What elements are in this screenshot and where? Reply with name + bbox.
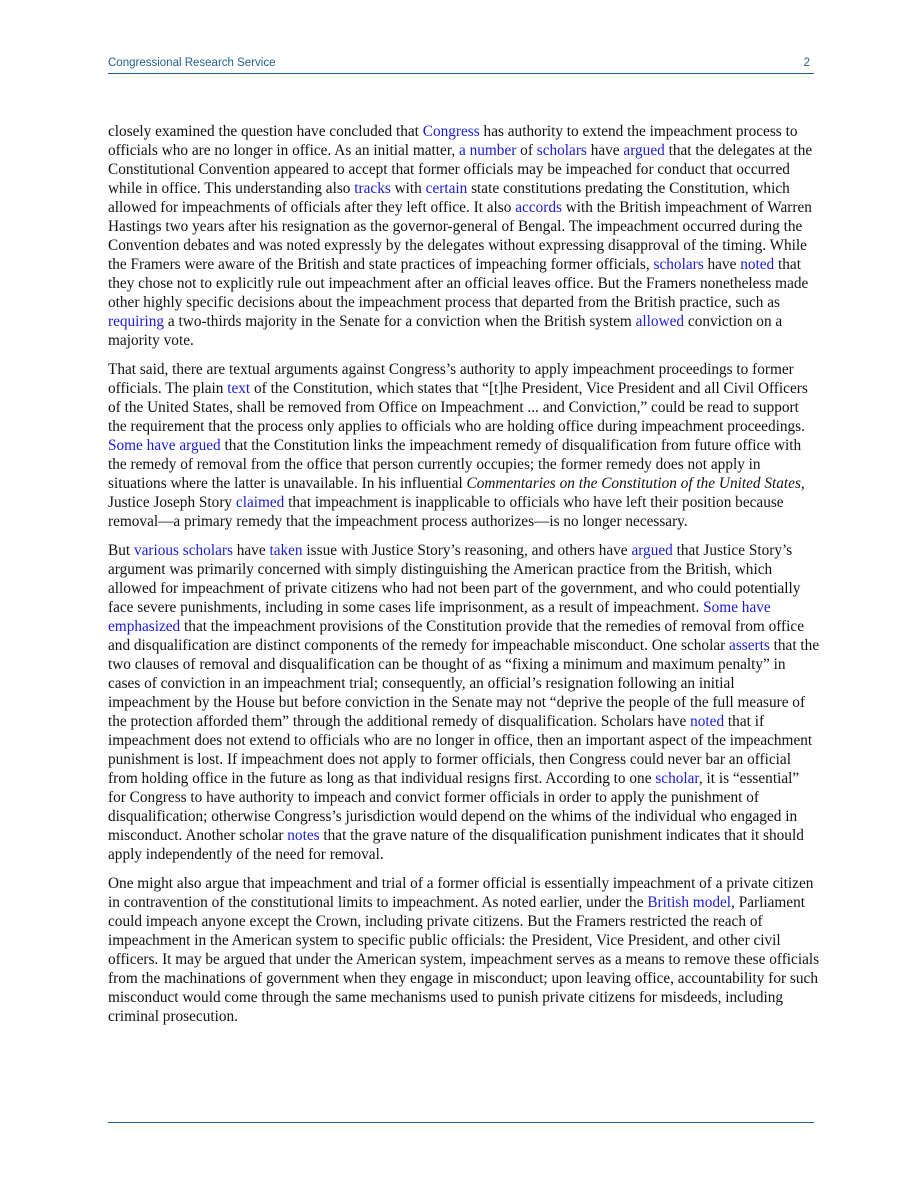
text-run: that they chose not to explicitly rule out impeachment after an official leaves office. But the Framers nonetheless made other highly specific decisions about the impeachment process that departed from the British practice, such as bbox=[108, 256, 809, 311]
link-claimed[interactable]: claimed bbox=[235, 494, 285, 511]
text-run: a two-thirds majority in the Senate for a conviction when the British system bbox=[164, 313, 636, 330]
link-noted-2[interactable]: noted bbox=[690, 713, 725, 730]
text-run: have bbox=[703, 256, 741, 273]
text-run: that if impeachment does not extend to officials who are no longer in office, then an important aspect of the impeachment punishment is lost. If impeachment does not apply to former officials, then Congress could never bar an official from holding office in the future as long as that individual resigns first. According to one bbox=[108, 713, 813, 787]
text-run: of the Constitution, which states that “[t]he President, Vice President and all Civil Officers of the United States, shall be removed from Office on Impeachment ... and Conviction,” could be read to support the requirement that the process only applies to officials who are holding office during impeachment proceedings. bbox=[108, 380, 808, 435]
paragraph-4 bbox=[108, 874, 820, 1026]
text-run: that the delegates at the Constitutional Convention appeared to accept that former officials may be impeached for conduct that occurred while in office. This understanding also bbox=[108, 142, 813, 197]
text-run: One might also argue that impeachment and trial of a former official is essentially impeachment of a private citizen in contravention of the constitutional limits to impeachment. As noted earlier, under the bbox=[108, 875, 814, 911]
text-run: that Justice Story’s argument was primarily concerned with simply distinguishing the American practice from the British, which allowed for impeachment of private citizens who had not been part of the government, and who could potentially face severe punishments, including in some cases life imprisonment, as a result of impeachment. bbox=[108, 542, 801, 616]
paragraph-2 bbox=[108, 360, 820, 531]
document-body bbox=[108, 122, 820, 1036]
footer-divider bbox=[108, 1122, 814, 1123]
text-run: with the British impeachment of Warren Hastings two years after his resignation as the governor-general of Bengal. The impeachment occurred during the Convention debates and was noted expressly by the delegates without expressing disapproval of the timing. While the Framers were aware of the British and state practices of impeaching former officials, bbox=[108, 199, 812, 273]
text-run: that the Constitution links the impeachment remedy of disqualification from future office with the remedy of removal from the office that person currently occupies; the former remedy does not apply in situations where the latter is unavailable. In his influential bbox=[108, 437, 802, 492]
page-header bbox=[108, 57, 814, 74]
page-number: 2 bbox=[803, 57, 810, 69]
link-text[interactable]: text bbox=[227, 380, 251, 397]
paragraph-3 bbox=[108, 541, 820, 864]
text-run: state constitutions predating the Constitution, which allowed for impeachments of officials after they left office. It also bbox=[108, 180, 790, 216]
link-number[interactable]: number bbox=[469, 142, 517, 159]
link-some-have-emphasized[interactable]: Some have emphasized bbox=[108, 599, 771, 635]
text-run: that impeachment is inapplicable to officials who have left their position because removal—a primary remedy that the impeachment process authorizes—is no longer necessary. bbox=[108, 494, 784, 530]
link-asserts[interactable]: asserts bbox=[729, 637, 770, 654]
book-title: Commentaries on the Constitution of the United States bbox=[466, 475, 801, 492]
link-some-have-argued[interactable]: Some have argued bbox=[108, 437, 221, 454]
paragraph-1 bbox=[108, 122, 820, 350]
link-certain[interactable]: certain bbox=[425, 180, 468, 197]
text-run: has authority to extend the impeachment process to officials who are no longer in office. As an initial matter, bbox=[108, 123, 798, 159]
link-scholars-2[interactable]: scholars bbox=[653, 256, 704, 273]
text-run: But bbox=[108, 542, 134, 559]
text-run: that the two clauses of removal and disqualification can be thought of as “fixing a minimum and maximum penalty” in cases of conviction in an impeachment trial; consequently, an official’s resignation following an initial impeachment by the House but before conviction in the Senate may not “deprive the people of the full measure of the protection afforded them” through the additional remedy of disqualification. Scholars have bbox=[108, 637, 820, 730]
link-allowed[interactable]: allowed bbox=[635, 313, 685, 330]
link-noted[interactable]: noted bbox=[740, 256, 775, 273]
text-run: of bbox=[516, 142, 537, 159]
text-run: , Justice Joseph Story bbox=[108, 475, 805, 511]
link-argued-2[interactable]: argued bbox=[631, 542, 673, 559]
text-run: , it is “essential” for Congress to have authority to impeach and convict former officials in order to apply the punishment of disqualification; otherwise Congress’s jurisdiction would depend on the whims of the individual who engaged in misconduct. Another scholar bbox=[108, 770, 800, 844]
link-scholars[interactable]: scholars bbox=[536, 142, 587, 159]
link-congress[interactable]: Congress bbox=[422, 123, 480, 140]
header-org-name: Congressional Research Service bbox=[108, 57, 276, 69]
link-notes[interactable]: notes bbox=[287, 827, 320, 844]
text-run: have bbox=[232, 542, 270, 559]
text-run: that the impeachment provisions of the Constitution provide that the remedies of removal from office and disqualification are distinct components of the remedy for impeachable misconduct. One scholar bbox=[108, 618, 804, 654]
text-run: conviction on a majority vote. bbox=[108, 313, 783, 349]
text-run: issue with Justice Story’s reasoning, and others have bbox=[302, 542, 632, 559]
text-run: that the grave nature of the disqualification punishment indicates that it should apply independently of the need for removal. bbox=[108, 827, 804, 863]
link-taken[interactable]: taken bbox=[269, 542, 303, 559]
link-requiring[interactable]: requiring bbox=[108, 313, 165, 330]
link-scholar[interactable]: scholar bbox=[655, 770, 699, 787]
link-argued[interactable]: argued bbox=[623, 142, 665, 159]
link-british-model[interactable]: British model bbox=[647, 894, 732, 911]
text-run: have bbox=[586, 142, 624, 159]
text-run: closely examined the question have concluded that bbox=[108, 123, 423, 140]
text-run: That said, there are textual arguments against Congress’s authority to apply impeachment proceedings to former officials. The plain bbox=[108, 361, 794, 397]
text-run: , Parliament could impeach anyone except the Crown, including private citizens. But the Framers restricted the reach of impeachment in the American system to specific public officials: the President, Vice President, and other civil officers. It may be argued that under the American system, impeachment serves as a means to remove these officials from the machinations of government when they engage in misconduct; upon leaving office, accountability for such misconduct would come through the same mechanisms used to punish private citizens for misdeeds, including criminal prosecution. bbox=[108, 894, 820, 1025]
text-run: with bbox=[390, 180, 426, 197]
link-tracks[interactable]: tracks bbox=[354, 180, 391, 197]
link-various-scholars[interactable]: various scholars bbox=[133, 542, 233, 559]
link-accords[interactable]: accords bbox=[515, 199, 562, 216]
link-a[interactable]: a bbox=[458, 142, 466, 159]
